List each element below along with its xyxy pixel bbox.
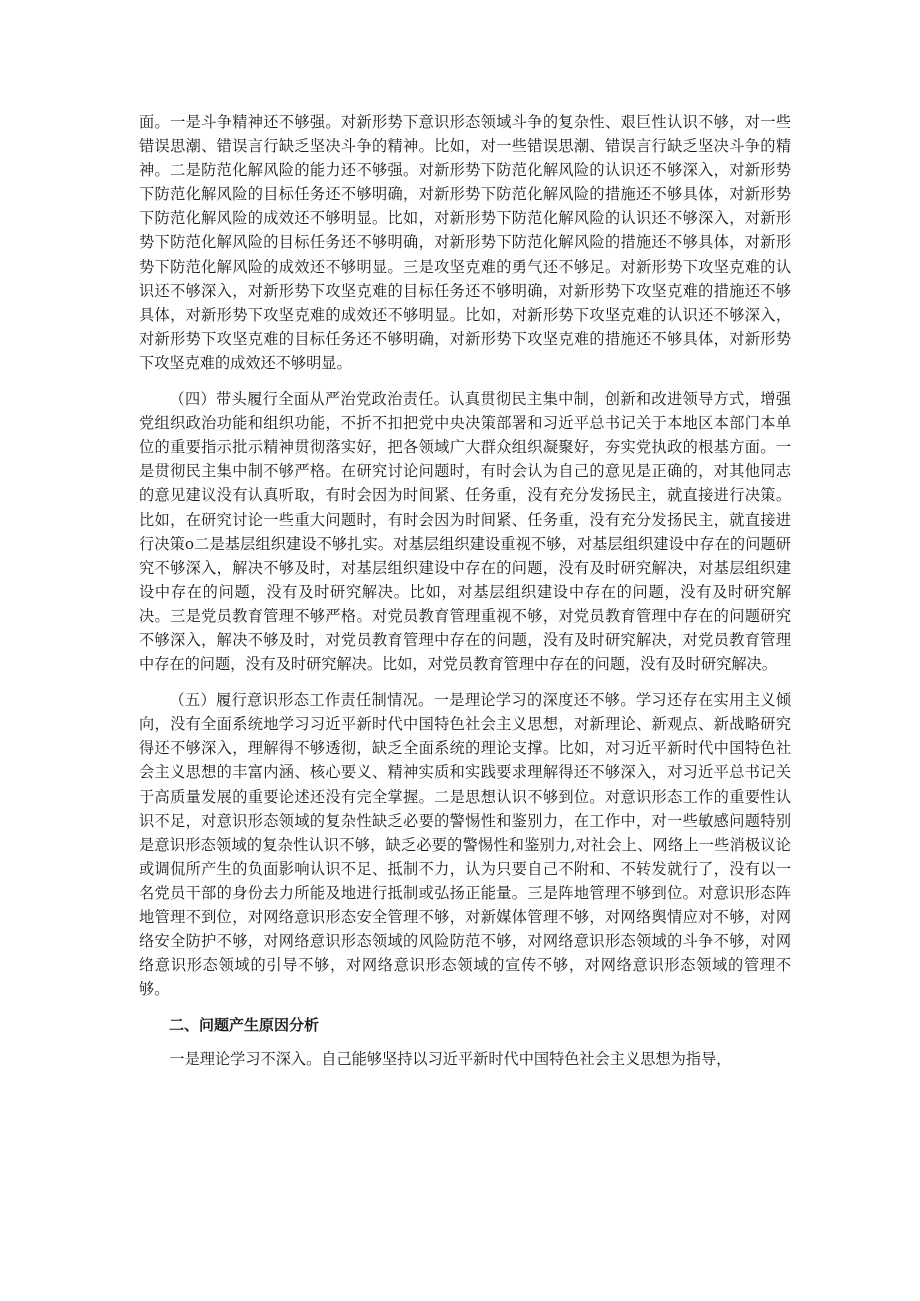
paragraph-section-five: （五）履行意识形态工作责任制情况。一是理论学习的深度还不够。学习还存在实用主义倾向，没有全面系统地学习习近平新时代中国特色社会主义思想，对新理论、新观点、新战略研究得还不够深入，理解得不够透彻，缺乏全面系统的理论支撑。比如，对习近平新时代中国特色社会主义思想的丰富内涵、核心要义、精神实质和实践要求理解得还不够深入，对习近平总书记关于高质量发展的重要论述还没有完全掌握。二是思想认识不够到位。对意识形态工作的重要性认识不足，对意识形态领域的复杂性缺乏必要的警惕性和鉴别力，在工作中，对一些敏感问题特别是意识形态领域的复杂性认识不够，缺乏必要的警惕性和鉴别力,对社会上、网络上一些消极议论或调侃所产生的负面影响认识不足、抵制不力，认为只要自己不附和、不转发就行了，没有以一名党员干部的身份去力所能及地进行抵制或弘扬正能量。三是阵地管理不够到位。对意识形态阵地管理不到位，对网络意识形态安全管理不够，对新媒体管理不够，对网络舆情应对不够，对网络安全防护不够，对网络意识形态领域的风险防范不够，对网络意识形态领域的斗争不够，对网络意识形态领域的引导不够，对网络意识形态领域的宣传不够，对网络意识形态领域的管理不够。	[139, 691, 791, 999]
document-page	[139, 110, 791, 1072]
paragraph-cause-analysis: 一是理论学习不深入。自己能够坚持以习近平新时代中国特色社会主义思想为指导，	[169, 1050, 732, 1069]
paragraph-continued: 面。一是斗争精神还不够强。对新形势下意识形态领域斗争的复杂性、艰巨性认识不够，对一些错误思潮、错误言行缺乏坚决斗争的精神。比如，对一些错误思潮、错误言行缺乏坚决斗争的精神。二是防范化解风险的能力还不够强。对新形势下防范化解风险的认识还不够深入，对新形势下防范化解风险的目标任务还不够明确，对新形势下防范化解风险的措施还不够具体，对新形势下防范化解风险的成效还不够明显。比如，对新形势下防范化解风险的认识还不够深入，对新形势下防范化解风险的目标任务还不够明确，对新形势下防范化解风险的措施还不够具体，对新形势下防范化解风险的成效还不够明显。三是攻坚克难的勇气还不够足。对新形势下攻坚克难的认识还不够深入，对新形势下攻坚克难的目标任务还不够明确，对新形势下攻坚克难的措施还不够具体，对新形势下攻坚克难的成效还不够明显。比如，对新形势下攻坚克难的认识还不够深入，对新形势下攻坚克难的目标任务还不够明确，对新形势下攻坚克难的措施还不够具体，对新形势下攻坚克难的成效还不够明显。	[139, 113, 791, 372]
section-heading: 二、问题产生原因分析	[169, 1016, 320, 1035]
paragraph-section-four: （四）带头履行全面从严治党政治责任。认真贯彻民主集中制，创新和改进领导方式，增强党组织政治功能和组织功能，不折不扣把党中央决策部署和习近平总书记关于本地区本部门本单位的重要指示批示精神贯彻落实好，把各领域广大群众组织凝聚好，夯实党执政的根基方面。一是贯彻民主集中制不够严格。在研究讨论问题时，有时会认为自己的意见是正确的，对其他同志的意见建议没有认真听取，有时会因为时间紧、任务重，没有充分发扬民主，就直接进行决策。比如，在研究讨论一些重大问题时，有时会因为时间紧、任务重，没有充分发扬民主，就直接进行决策o二是基层组织建设不够扎实。对基层组织建设重视不够，对基层组织建设中存在的问题研究不够深入，解决不够及时，对基层组织建设中存在的问题，没有及时研究解决，对基层组织建设中存在的问题，没有及时研究解决。比如，对基层组织建设中存在的问题，没有及时研究解决。三是党员教育管理不够严格。对党员教育管理重视不够，对党员教育管理中存在的问题研究不够深入，解决不够及时，对党员教育管理中存在的问题，没有及时研究解决，对党员教育管理中存在的问题，没有及时研究解决。比如，对党员教育管理中存在的问题，没有及时研究解决。	[139, 390, 791, 674]
